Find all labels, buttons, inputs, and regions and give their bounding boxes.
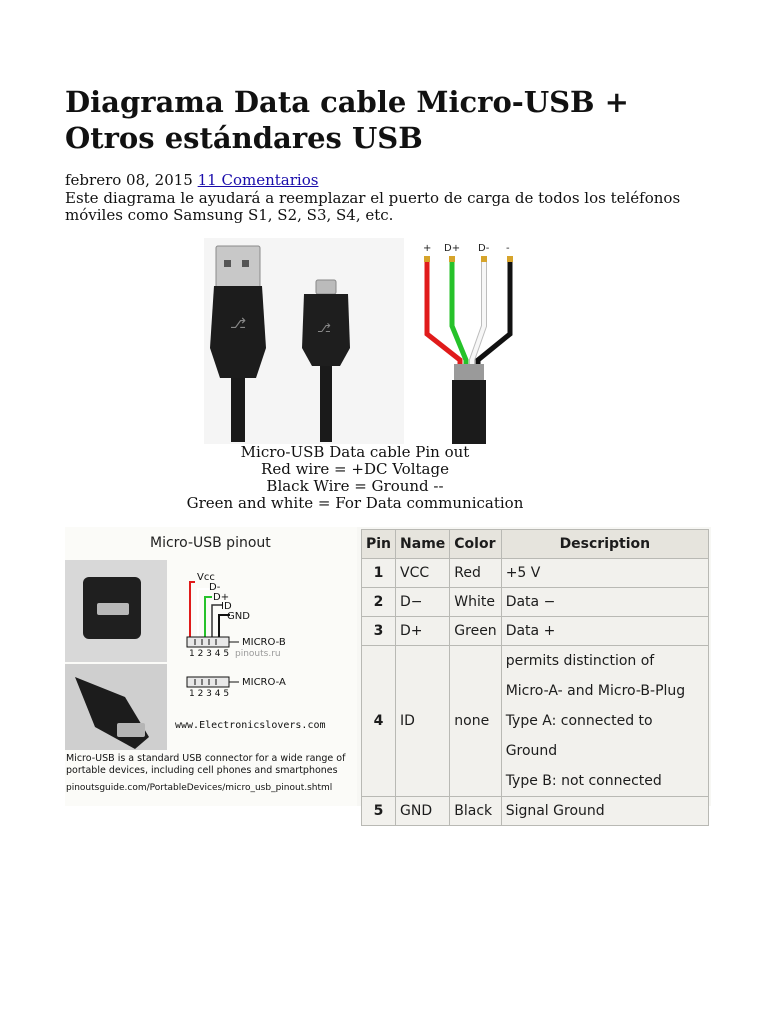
micro-usb-pinout-figure — [65, 527, 711, 819]
header-description: Description — [501, 530, 708, 559]
pin-name: VCC — [396, 559, 450, 588]
comments-link[interactable]: 11 Comentarios — [197, 171, 319, 189]
pin-description-line: Micro-A- and Micro-B-Plug — [505, 683, 686, 699]
pin-description: Signal Ground — [501, 797, 708, 826]
pinout-title: Micro-USB pinout — [150, 535, 271, 551]
pin-color: Green — [450, 617, 501, 646]
pin-description-line: Type A: connected to Ground — [505, 713, 653, 759]
pinout-source: pinoutsguide.com/PortableDevices/micro_usb_pinout.shtml — [66, 783, 333, 793]
pin-description: Data − — [501, 588, 708, 617]
usb-cable-photo — [204, 238, 513, 444]
table-row — [362, 646, 709, 797]
wire-label-dplus: D+ — [444, 243, 461, 254]
pin-label-vcc: Vcc — [197, 572, 215, 583]
pin-number: 2 — [362, 588, 396, 617]
header-name: Name — [396, 530, 450, 559]
pin-number: 4 — [362, 646, 396, 797]
site-credit: www.Electronicslovers.com — [175, 720, 326, 731]
watermark: pinouts.ru — [235, 649, 281, 659]
pin-number: 1 — [362, 559, 396, 588]
pin-name: D+ — [396, 617, 450, 646]
pin-number: 5 — [362, 797, 396, 826]
connector-micro-a-label: MICRO-A — [242, 677, 286, 688]
table-row — [362, 588, 709, 617]
connector-micro-b-label: MICRO-B — [242, 637, 286, 648]
header-pin: Pin — [362, 530, 396, 559]
table-row — [362, 617, 709, 646]
post-meta — [65, 172, 705, 189]
wire-label-negative: - — [506, 243, 510, 254]
pin-description: +5 V — [501, 559, 708, 588]
pin-numbers-a: 1 2 3 4 5 — [189, 689, 230, 699]
pinout-illustration — [65, 527, 357, 806]
pin-number: 3 — [362, 617, 396, 646]
header-color: Color — [450, 530, 501, 559]
pin-label-gnd: GND — [227, 611, 250, 622]
post-title: Diagrama Data cable Micro-USB + Otros estándares USB — [65, 85, 629, 155]
pin-label-dminus: D- — [209, 582, 221, 593]
pin-name: D− — [396, 588, 450, 617]
caption-line-3: Black Wire = Ground -- — [266, 477, 444, 495]
wire-label-positive: + — [423, 243, 432, 254]
wire-label-dminus: D- — [478, 243, 490, 254]
pinout-description: Micro-USB is a standard USB connector for a wide range of portable devices, including cell phones and smartphones — [66, 753, 346, 776]
pin-label-id: ID — [221, 601, 232, 612]
pin-label-dplus: D+ — [213, 592, 230, 603]
table-row — [362, 797, 709, 826]
caption-line-1: Micro-USB Data cable Pin out — [240, 443, 470, 461]
pin-name: GND — [396, 797, 450, 826]
photo-caption — [65, 444, 645, 512]
caption-line-2: Red wire = +DC Voltage — [261, 460, 449, 478]
table-header-row — [362, 530, 709, 559]
pin-name: ID — [396, 646, 450, 797]
table-row — [362, 559, 709, 588]
pin-color: White — [450, 588, 501, 617]
svg-text:⎇: ⎇ — [230, 316, 247, 332]
pin-color: Black — [450, 797, 501, 826]
pin-description: Data + — [501, 617, 708, 646]
pin-description-line: permits distinction of — [505, 653, 655, 669]
post-date: febrero 08, 2015 — [65, 171, 193, 189]
caption-line-4: Green and white = For Data communication — [186, 494, 524, 512]
pinout-table — [361, 529, 709, 826]
svg-text:⎇: ⎇ — [317, 321, 331, 335]
pin-color: none — [450, 646, 501, 797]
pin-numbers-b: 1 2 3 4 5 — [189, 649, 230, 659]
usb-cable-illustration — [204, 238, 513, 444]
pin-description-line: Type B: not connected — [505, 773, 662, 789]
pin-description-multiline — [501, 646, 708, 797]
pin-color: Red — [450, 559, 501, 588]
post-intro: Este diagrama le ayudará a reemplazar el puerto de carga de todos los teléfonos móviles como Samsung S1, S2, S3, S4, etc. — [65, 189, 681, 224]
